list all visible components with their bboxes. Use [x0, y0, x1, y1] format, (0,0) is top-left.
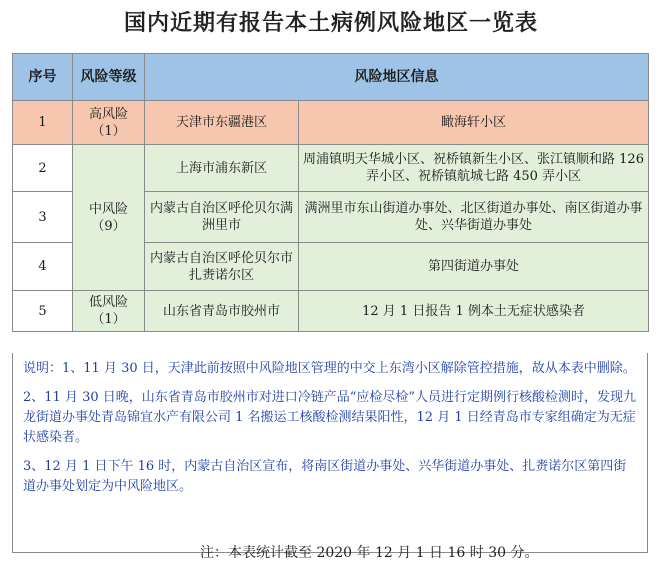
note-3: 3、12 月 1 日下午 16 时，内蒙古自治区宣布，将南区街道办事处、兴华街道办事处、扎赉诺尔区第四街道办事处划定为中风险地区。	[23, 459, 627, 494]
table-header-row	[13, 54, 649, 101]
area-name: 上海市浦东新区	[145, 145, 299, 192]
risk-level-label: 中风险	[88, 201, 128, 217]
area-detail: 周浦镇明天华城小区、祝桥镇新生小区、张江镇顺和路 126 弄小区、祝桥镇航城七路 450 弄小区	[299, 145, 649, 192]
risk-level-high	[73, 101, 145, 145]
row-seq: 5	[13, 291, 73, 332]
notes-box	[12, 353, 648, 553]
row-seq: 4	[13, 243, 73, 291]
row-seq: 2	[13, 145, 73, 192]
footnote: 注：本表统计截至 2020 年 12 月 1 日 16 时 30 分。	[200, 545, 539, 561]
risk-level-count: （1）	[91, 123, 126, 139]
table-row	[13, 145, 649, 192]
risk-level-medium	[73, 145, 145, 291]
area-name: 内蒙古自治区呼伦贝尔市扎赉诺尔区	[145, 243, 299, 291]
area-name: 天津市东疆港区	[145, 101, 299, 145]
table-row	[13, 101, 649, 145]
risk-level-count: （1）	[91, 312, 126, 327]
header-seq: 序号	[13, 54, 73, 101]
area-detail: 第四街道办事处	[299, 243, 649, 291]
header-level: 风险等级	[73, 54, 145, 101]
area-name: 内蒙古自治区呼伦贝尔满洲里市	[145, 192, 299, 243]
page-title: 国内近期有报告本土病例风险地区一览表	[123, 10, 538, 36]
area-detail: 12 月 1 日报告 1 例本土无症状感染者	[299, 291, 649, 332]
risk-level-label: 低风险	[88, 295, 128, 310]
risk-level-low	[73, 291, 145, 332]
header-info: 风险地区信息	[145, 54, 649, 101]
area-detail: 满洲里市东山街道办事处、北区街道办事处、南区街道办事处、兴华街道办事处	[299, 192, 649, 243]
risk-level-count: （9）	[91, 218, 126, 234]
note-1: 说明：1、11 月 30 日，天津此前按照中风险地区管理的中交上东湾小区解除管控措施，故从本表中删除。	[23, 361, 636, 376]
area-detail: 瞰海轩小区	[299, 101, 649, 145]
risk-level-label: 高风险	[88, 106, 128, 122]
table-row	[13, 291, 649, 332]
note-2: 2、11 月 30 日晚，山东省青岛市胶州市对进口冷链产品“应检尽检”人员进行定期例行核酸检测时，发现九龙街道办事处青岛锦宜水产有限公司 1 名搬运工核酸检测结果阳性，12 月 1 日经青岛市专家组确定为无症状感染者。	[23, 390, 637, 445]
risk-area-table	[12, 53, 649, 332]
row-seq: 3	[13, 192, 73, 243]
row-seq: 1	[13, 101, 73, 145]
area-name: 山东省青岛市胶州市	[145, 291, 299, 332]
